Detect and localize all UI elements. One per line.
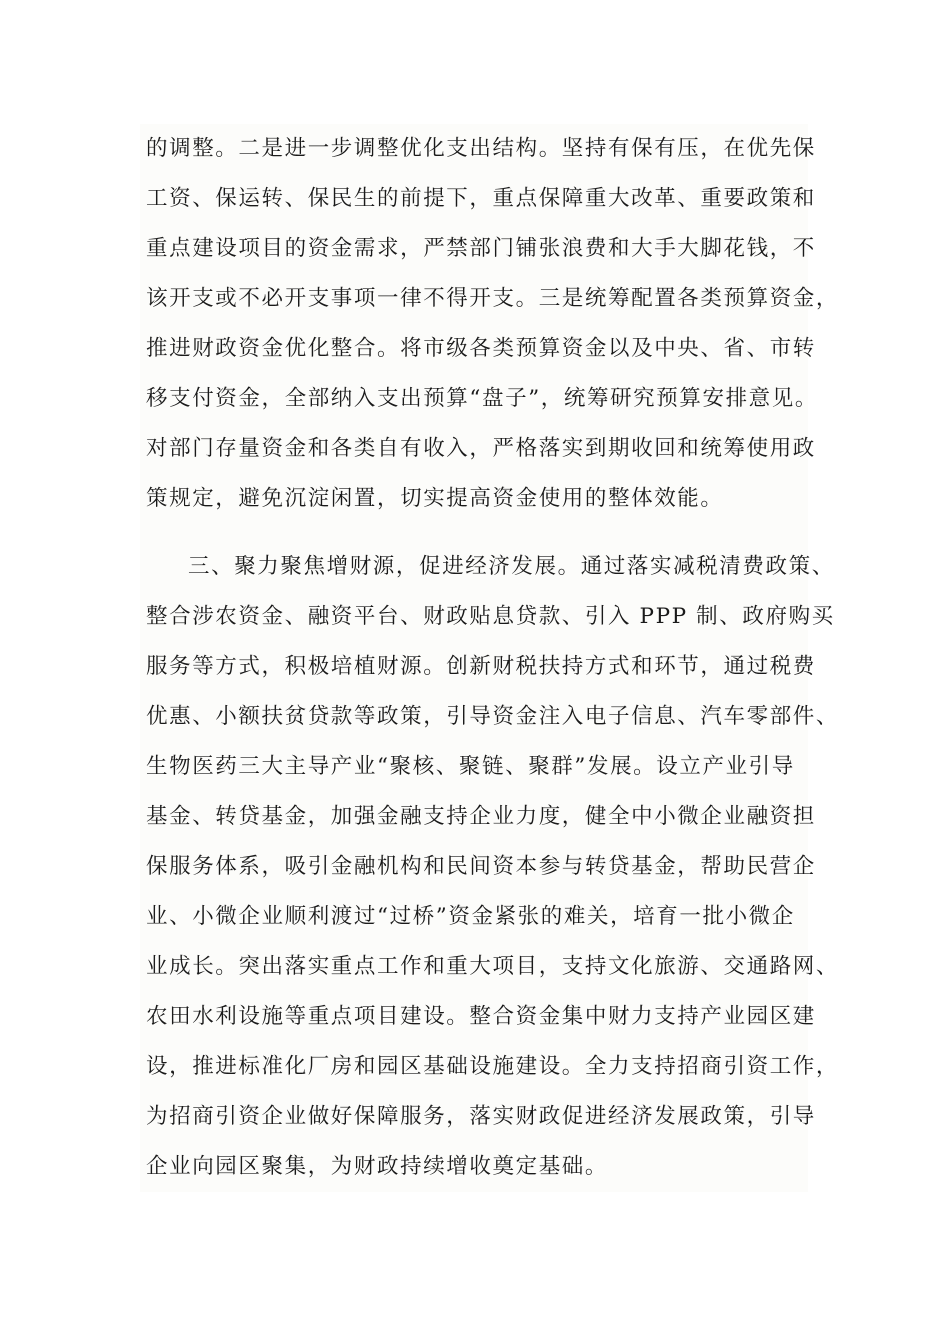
text-line: 服务等方式，积极培植财源。创新财税扶持方式和环节，通过税费 (146, 654, 816, 679)
text-line: 三、聚力聚焦增财源，促进经济发展。通过落实减税清费政策、 (188, 554, 835, 579)
text-line: 移支付资金，全部纳入支出预算“盘子”，统筹研究预算安排意见。 (146, 386, 818, 411)
text-line: 整合涉农资金、融资平台、财政贴息贷款、引入 PPP 制、政府购买 (146, 604, 835, 629)
text-line: 农田水利设施等重点项目建设。整合资金集中财力支持产业园区建 (146, 1004, 816, 1029)
text-line: 策规定，避免沉淀闲置，切实提高资金使用的整体效能。 (146, 486, 724, 511)
text-line: 的调整。二是进一步调整优化支出结构。坚持有保有压，在优先保 (146, 136, 816, 161)
text-line: 优惠、小额扶贫贷款等政策，引导资金注入电子信息、汽车零部件、 (146, 704, 840, 729)
text-line: 生物医药三大主导产业“聚核、聚链、聚群”发展。设立产业引导 (146, 754, 795, 779)
text-line: 工资、保运转、保民生的前提下，重点保障重大改革、重要政策和 (146, 186, 816, 211)
text-line: 设，推进标准化厂房和园区基础设施建设。全力支持招商引资工作， (146, 1054, 840, 1079)
text-line: 保服务体系，吸引金融机构和民间资本参与转贷基金，帮助民营企 (146, 854, 816, 879)
text-line: 为招商引资企业做好保障服务，落实财政促进经济发展政策，引导 (146, 1104, 816, 1129)
text-line: 企业向园区聚集，为财政持续增收奠定基础。 (146, 1154, 609, 1179)
text-line: 该开支或不必开支事项一律不得开支。三是统筹配置各类预算资金， (146, 286, 840, 311)
text-line: 基金、转贷基金，加强金融支持企业力度，健全中小微企业融资担 (146, 804, 816, 829)
document-body (140, 124, 840, 1192)
text-line: 推进财政资金优化整合。将市级各类预算资金以及中央、省、市转 (146, 336, 816, 361)
text-line: 业、小微企业顺利渡过“过桥”资金紧张的难关，培育一批小微企 (146, 904, 795, 929)
text-line: 业成长。突出落实重点工作和重大项目，支持文化旅游、交通路网、 (146, 954, 840, 979)
text-line: 对部门存量资金和各类自有收入，严格落实到期收回和统筹使用政 (146, 436, 816, 461)
text-line: 重点建设项目的资金需求，严禁部门铺张浪费和大手大脚花钱，不 (146, 236, 816, 261)
